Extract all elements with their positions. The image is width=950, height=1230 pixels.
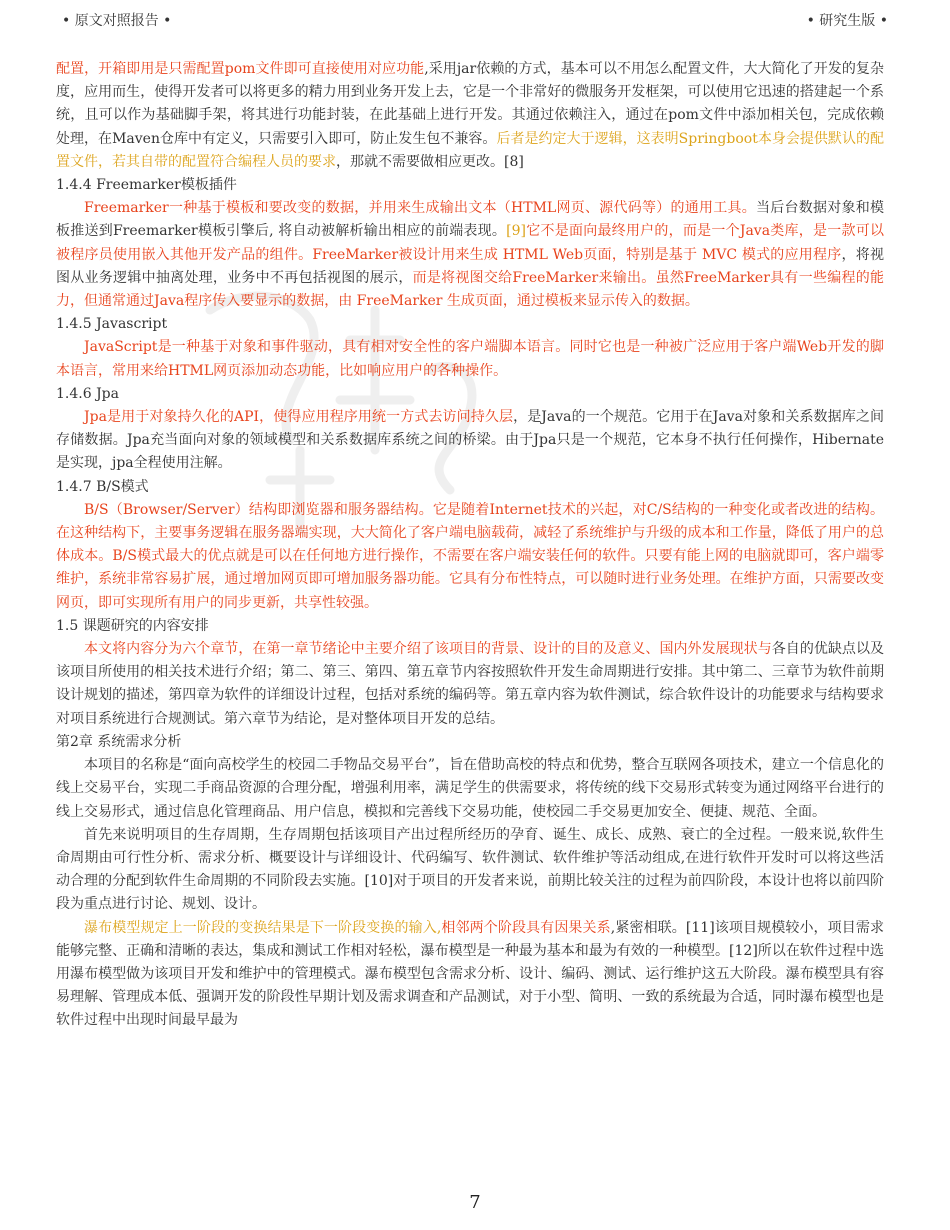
chapter-heading-2: 第2章 系统需求分析 bbox=[56, 733, 182, 750]
text-run: 它不是面向最终用户的，而是一个Java类库，是一款可以被程序员使用嵌入其他开发产品的组件。FreeMarker被设计用来生成 HTML Web页面，特别是基于 MVC 模式的应用程序 bbox=[56, 223, 884, 263]
text-run: Jpa是用于对象持久化的API，使得应用程序用统一方式去访问持久层 bbox=[84, 409, 514, 426]
paragraph-project-intro bbox=[56, 754, 884, 824]
paragraph-freemarker bbox=[56, 197, 884, 313]
text-run: ，那就不需要做相应更改。[8] bbox=[336, 153, 524, 170]
text-run: 本文将内容分为六个章节，在第一章节绪论中主要介绍了该项目的背景、设计的目的及意义、国内外发展现状与 bbox=[84, 641, 772, 658]
paragraph-javascript bbox=[56, 336, 884, 382]
text-run: 当后台数据对象和模板推送到Freemarker模板引擎后, 将自动被解析输出相应的前端表现。 bbox=[56, 200, 884, 240]
section-heading-1-4-7: 1.4.7 B/S模式 bbox=[56, 478, 149, 495]
text-run: 瀑布模型规定上一阶段的变换结果是下一阶段变换的输入, bbox=[84, 919, 442, 936]
page-header bbox=[0, 10, 950, 30]
text-run: JavaScript是一种基于对象和事件驱动，具有相对安全性的客户端脚本语言。同时它也是一种被广泛应用于客户端Web开发的脚本语言，常用来给HTML网页添加动态功能，比如响应用户的各种操作。 bbox=[56, 339, 884, 379]
text-run: [9] bbox=[506, 223, 526, 240]
text-run: 首先来说明项目的生存周期，生存周期包括该项目产出过程所经历的孕育、诞生、成长、成熟、衰亡的全过程。一般来说,软件生命周期由可行性分析、需求分析、概要设计与详细设计、代码编写、软件测试、软件维护等活动组成,在进行软件开发时可以将这些活动合理的分配到软件生命周期的不同阶段去实施。[10]对于项目的开发者来说，前期比较关注的过程为前四阶段，本设计也将以前四阶段为重点进行讨论、规划、设计。 bbox=[56, 826, 884, 913]
text-run: Freemarker一种基于模板和要改变的数据，并用来生成输出文本（HTML网页、源代码等）的通用工具。 bbox=[84, 200, 756, 217]
paragraph-life-cycle bbox=[56, 824, 884, 917]
text-run: ，将视图从业务逻辑中抽离处理，业务中不再包括视图的展示， bbox=[56, 246, 884, 286]
paragraph-content-arrangement bbox=[56, 638, 884, 731]
text-run: 后者是约定大于逻辑，这表明Springboot本身会提供默认的配置文件，若其自带的配置符合编程人员的要求 bbox=[56, 130, 884, 170]
paragraph-jpa bbox=[56, 406, 884, 476]
text-run: 本项目的名称是“面向高校学生的校园二手物品交易平台”，旨在借助高校的特点和优势，整合互联网各项技术，建立一个信息化的线上交易平台，实现二手商品资源的合理分配，增强利用率，满足学生的供需要求，将传统的线下交易形式转变为通过网络平台进行的线上交易形式，通过信息化管理商品、用户信息，模拟和完善线下交易功能，使校园二手交易更加安全、便捷、规范、全面。 bbox=[56, 757, 884, 820]
paragraph-springboot bbox=[56, 58, 884, 174]
text-run: ,采用jar依赖的方式，基本可以不用怎么配置文件，大大简化了开发的复杂度，应用而生，使得开发者可以将更多的精力用到业务开发上去，它是一个非常好的微服务开发框架，可以使用它迅速的搭建起一个系统，且可以作为基础脚手架，将其进行功能封装，在此基础上进行开发。其通过依赖注入，通过在pom文件中添加相关包，完成依赖处理，在Maven仓库中有定义，只需要引入即可，防止发生包不兼容。 bbox=[56, 61, 884, 147]
section-heading-1-4-6: 1.4.6 Jpa bbox=[56, 385, 119, 402]
text-run: 各自的优缺点以及该项目所使用的相关技术进行介绍；第二、第三、第四、第五章节内容按照软件开发生命周期进行安排。其中第二、三章节为软件前期设计规划的描述，第四章为软件的详细设计过程，包括对系统的编码等。第五章内容为软件测试，综合软件设计的功能要求与结构要求对项目系统进行合规测试。第六章节为结论，是对整体项目开发的总结。 bbox=[56, 641, 884, 727]
text-run: ，是Java的一个规范。它用于在Java对象和关系数据库之间存储数据。Jpa充当面向对象的领域模型和关系数据库系统之间的桥梁。由于Jpa只是一个规范，它本身不执行任何操作，Hibernate是实现，jpa全程使用注解。 bbox=[56, 409, 884, 472]
document-body bbox=[56, 58, 884, 1033]
paragraph-waterfall-model bbox=[56, 917, 884, 1033]
text-run: ,紧密相联。[11]该项目规模较小，项目需求能够完整、正确和清晰的表达，集成和测试工作相对轻松，瀑布模型是一种最为基本和最为有效的一种模型。[12]所以在软件过程中选用瀑布模型做为该项目开发和维护中的管理模式。瀑布模型包含需求分析、设计、编码、测试、运行维护这五大阶段。瀑布模型具有容易理解、管理成本低、强调开发的阶段性早期计划及需求调查和产品测试，对于小型、简明、一致的系统最为合适，同时瀑布模型也是软件过程中出现时间最早最为 bbox=[56, 919, 885, 1029]
section-heading-1-5: 1.5 课题研究的内容安排 bbox=[56, 617, 209, 634]
header-left-label: • 原文对照报告 • bbox=[62, 13, 172, 29]
section-heading-1-4-4: 1.4.4 Freemarker模板插件 bbox=[56, 177, 237, 194]
header-right-label: • 研究生版 • bbox=[806, 13, 888, 29]
text-run: B/S（Browser/Server）结构即浏览器和服务器结构。它是随着Internet技术的兴起，对C/S结构的一种变化或者改进的结构。在这种结构下，主要事务逻辑在服务器端实现，大大简化了客户端电脑载荷，减轻了系统维护与升级的成本和工作量，降低了用户的总体成本。B/S模式最大的优点就是可以在任何地方进行操作，不需要在客户端安装任何的软件。只要有能上网的电脑就即可，客户端零维护，系统非常容易扩展，通过增加网页即可增加服务器功能。它具有分布性特点，可以随时进行业务处理。在维护方面，只需要改变网页，即可实现所有用户的同步更新，共享性较强。 bbox=[56, 501, 884, 611]
section-heading-1-4-5: 1.4.5 Javascript bbox=[56, 316, 168, 333]
page-number: 7 bbox=[469, 1192, 481, 1213]
text-run: 而是将视图交给FreeMarker来输出。虽然FreeMarker具有一些编程的能力，但通常通过Java程序传入要显示的数据，由 FreeMarker 生成页面，通过模板来显示传入的数据。 bbox=[56, 269, 885, 310]
text-run: 相邻两个阶段具有因果关系 bbox=[441, 919, 611, 936]
text-run: 配置，开箱即用是只需配置pom文件即可直接使用对应功能 bbox=[56, 61, 425, 77]
paragraph-bs-mode bbox=[56, 499, 884, 615]
